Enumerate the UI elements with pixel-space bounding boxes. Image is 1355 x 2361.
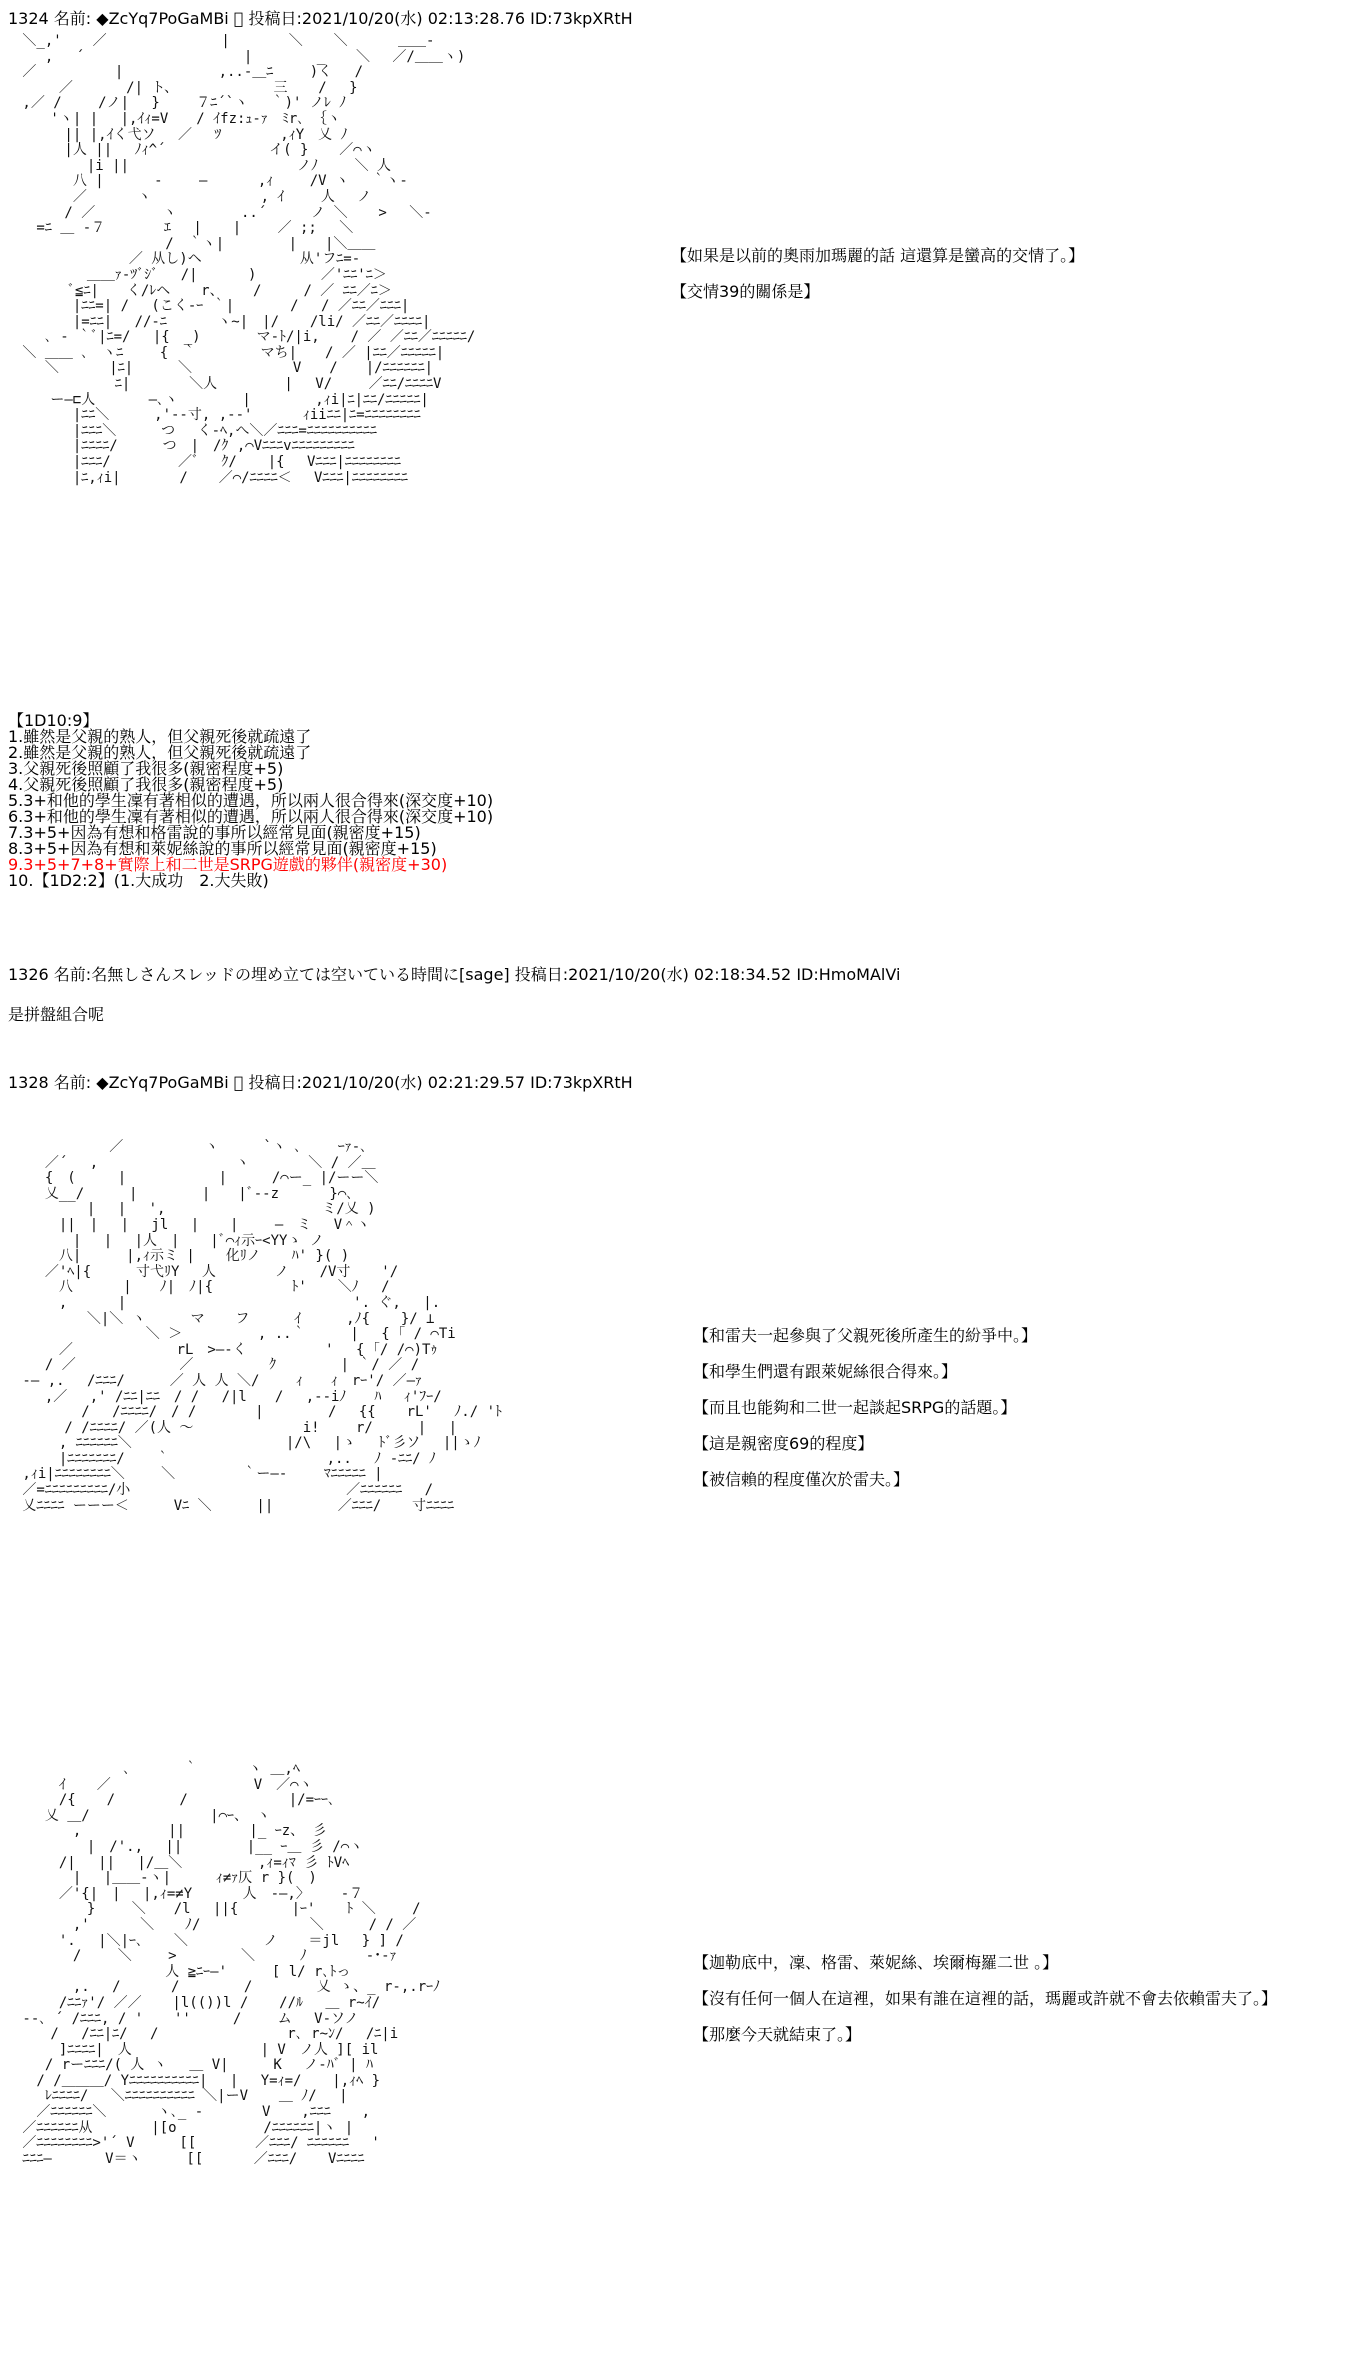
list-item: 8.3+5+因為有想和萊妮絲說的事所以經常見面(親密度+15) (8, 839, 437, 858)
narration-line: 【和雷夫一起參與了父親死後所產生的紛爭中。】 (693, 1326, 1038, 1345)
list-item: 6.3+和他的學生凜有著相似的遭遇，所以兩人很合得來(深交度+10) (8, 807, 494, 826)
narration-line: 【這是親密度69的程度】 (693, 1434, 874, 1453)
narration-line: 【和學生們還有跟萊妮絲很合得來。】 (693, 1362, 958, 1381)
narration-line: 【如果是以前的奧雨加瑪麗的話 這還算是蠻高的交情了。】 (671, 246, 1085, 265)
narration-block (671, 238, 1084, 310)
narration-line: 【而且也能夠和二世一起談起SRPG的話題。】 (693, 1398, 1017, 1417)
narration-line: 【交情39的關係是】 (671, 282, 820, 301)
list-item: 5.3+和他的學生凜有著相似的遭遇，所以兩人很合得來(深交度+10) (8, 791, 494, 810)
list-item: 1.雖然是父親的熟人，但父親死後就疏遠了 (8, 727, 312, 746)
list-item: 9.3+5+7+8+實際上和二世是SRPG遊戲的夥伴(親密度+30) (8, 855, 448, 874)
list-item: 2.雖然是父親的熟人，但父親死後就疏遠了 (8, 743, 312, 762)
post-body: 是拼盤組合呢 (8, 1005, 105, 1024)
ascii-art: ／ ヽ `ヽ ､ ｰｧ-､ ／´ , ヽ ＼ / ／＿ { ( | | /⌒ー_ |/ーー＼ 乂__/ | | |ﾞ‐-z }⌒､ | | ', ミ/乂 ) || | | jl | | ― ミ V＾ヽ | | |人 | |ﾞ⌒ｨ示ｰ<YYゝ ノ 八| |,ｨ示ミ | 化ﾘノ ﾊ' }( ) ／'ﾍ|{ 寸弋ﾘY 人 ノ /V寸 '/ 八 | ﾉ| ﾉ|{ ﾄ' ＼ﾉ / , | '. ぐ, |. ＼|＼ ヽ マ フ ｲ ,ﾉ{ }/ ⊥ ＼ ＞ , ..｀ | { ｢ / ⌒Ti ／ rL >―‐く ' { ｢/ /⌒)Tｩ / ／ ／ ｸ | ｀/ ／ / ‐― ,. /ﾆﾆﾆ/ ／ 人 人 ＼/ ｨ ｨ rｰ'/ ／―ｧ ,／ ,' /ﾆﾆ|ﾆﾆ / / /|l / ,--iﾉ ﾊ ｨ'ﾌｰ/ / /ﾆﾆﾆﾆ/ / / | / {{ rL' ﾉ./ 'ﾄ / /ﾆﾆﾆﾆ/ ／(人 ～ i! r/ | | , ﾆﾆﾆﾆﾆﾆ＼ |/\ |ゝ ﾄﾞ彡ソ ||ゝﾉ |ﾆﾆﾆﾆﾆﾆﾆ/ ｀ ,.. ﾉ ‐ﾆﾆ/ ﾉ ,ｨi|ﾆﾆﾆﾆﾆﾆﾆﾆ＼ ＼ ｀ー―‐ ﾏﾆﾆﾆﾆﾆ | ／=ﾆﾆﾆﾆﾆﾆﾆﾆﾆ/小 ／ﾆﾆﾆﾆﾆﾆ / 乂ﾆﾆﾆﾆ ーーー＜ Vﾆ ＼ || ／ﾆﾆﾆ/ 寸ﾆﾆﾆﾆ (22, 1139, 503, 1514)
dice-result-list (8, 713, 493, 889)
list-item: 3.父親死後照顧了我很多(親密程度+5) (8, 759, 284, 778)
list-item: 【1D10:9】 (8, 711, 99, 730)
ascii-art: ＼_,' ／ | ＼ ＼ ＿＿- , ´ | _ ＼ ／/＿＿ヽ) ／ | ,..-＿ﾆ )く / ／ /| ト、 三 / } ,／ / /ノ| } ７ﾆ´`ヽ ｀)' ノﾚ ﾉ 'ヽ| | |,ｲｨ=V / ｲfz:ｭ-ｧ ﾐr､ ｛ヽ || |,ｲく弋ソ ／ ﾂ ,ｨY 乂 ﾉ |人 || ﾉｨ^´ イ( } ／⌒ヽ |i || ノﾉ ＼ 人 八 | - ― ,ｨ /V ヽ ｀ヽ‐ ／ ヽ , ｲ 人 ノ / ／ ヽ ..´ ノ ＼ > ＼‐ =ﾆ ＿ ‐７ ｴ | | ／ ;; ＼ / ｀ヽ| | |＼＿＿ ／ 从し)ヘ 从'フﾆ=- ＿＿ｧ-ﾂﾞｼﾞ /| ) ／'ﾆﾆ'ﾆ＞ ﾞ≦ﾆ| く/ﾚヘ r、 / / ／ ﾆﾆ／ﾆ＞ |ﾆﾆ=| / (こく‐ｰ ｀| / / ／ﾆﾆ／ﾆﾆﾆ| |=ﾆﾆ| //-ﾆ ヽ~| |/ /li/ ／ﾆﾆ／ﾆﾆﾆﾆ| ､ ‐ ｀ﾞ|ﾆ=/ |{ _) マ-ﾄ/|i, / ／ ／ﾆﾆ／ﾆﾆﾆﾆﾆ/ ＼ ＿＿ ､ ヽﾆ { ｀ マち| / ／ |ﾆﾆ／ﾆﾆﾆﾆﾆ| ＼ |ﾆ| ＼ V / |/ﾆﾆﾆﾆﾆﾆ| ﾆ| ＼人 | V/ ／ﾆﾆ/ﾆﾆﾆﾆV ー―⊏人 ―､ヽ | ,ｨi|ﾆ|ﾆﾆ/ﾆﾆﾆﾆﾆ| |ﾆﾆ＼ ,'‐‐寸, ,-‐' ｨiiﾆﾆ|ﾆ=ﾆﾆﾆﾆﾆﾆﾆﾆ |ﾆﾆﾆ＼ つ く‐ﾍ,へ＼／ﾆﾆﾆ=ﾆﾆﾆﾆﾆﾆﾆﾆﾆﾆ |ﾆﾆﾆﾆ/ つ | /ｸ ,⌒Vﾆﾆﾆvﾆﾆﾆﾆﾆﾆﾆﾆﾆ |ﾆﾆﾆ/ ／ﾞ ｸ/ |{ Vﾆﾆﾆ|ﾆﾆﾆﾆﾆﾆﾆﾆ |ﾆ,ｨi| / ／⌒/ﾆﾆﾆﾆ＜ Vﾆﾆﾆ|ﾆﾆﾆﾆﾆﾆﾆﾆ (22, 33, 476, 486)
ascii-art: ､ ｀ ヽ ＿,ﾍ ｲ ／ V ／⌒ヽ /{ / / |/=ｰｰ､ 乂 ＿/ |⌒ｰ、 ヽ , || |_ ｰz、 彡 | /'., || |__ ｰ＿ 彡 /⌒ヽ /| || |/＿＼ ,ｨ=ｨﾏ 彡 ﾄVﾍ | |＿＿-ヽ| ｨ≠ｧ仄 r }( ) ／'{| | |,ｨ=≠Y 人 -―,〉 -７ } ＼ /l ||{ |ｰ' ﾄ ＼ / ,' ＼ ﾉ/ ＼ / / ／ '. |＼|ｰ､ ＼ ノ ＝jl } ] / / ＼ > ＼ ﾉ -･‐ｧ 人 ≧ﾆｰ―' [ l/ r､ﾄっ ,. / / / 乂 ゝ、_ r-,.rｰﾉ /ﾆﾆｧ'/ ／／ |l(())l / //ﾙ ＿ r~ｲ/ ‐‐､ ´ /ﾆﾆﾆ, / ' '' / ム V-ソノ / /ﾆﾆ|ﾆ/ / r､ r~ﾝ/ /ﾆ|i ]ﾆﾆﾆﾆ| 人 | V ノ人 ][ il / rーﾆﾆﾆ/( 人 ヽ ＿ V| K ノ-ﾊﾞ | ﾊ / /＿＿＿/ Yﾆﾆﾆﾆﾆﾆﾆﾆﾆﾆ| | Y=ｨ=/ |,ｨﾍ } ﾚﾆﾆﾆﾆ/ ＼ﾆﾆﾆﾆﾆﾆﾆﾆﾆﾆ ＼|ーV ＿ ﾉ/ | ／ﾆﾆﾆﾆﾆﾆ＼ ヽ､_ ‐ V ,ﾆﾆﾆ , ／ﾆﾆﾆﾆﾆﾆ从 |[o /ﾆﾆﾆﾆﾆﾆ|ヽ | ／ﾆﾆﾆﾆﾆﾆﾆﾆ>'´ V [[ ／ﾆﾆﾆ/ ﾆﾆﾆﾆﾆﾆ ' ﾆﾆﾆ― V＝ヽ [[ ／ﾆﾆﾆ/ Vﾆﾆﾆﾆ (22, 1761, 441, 2167)
narration-line: 【那麼今天就結束了。】 (693, 2025, 862, 2044)
list-item: 10.【1D2:2】(1.大成功 2.大失敗) (8, 871, 269, 890)
list-item: 4.父親死後照顧了我很多(親密程度+5) (8, 775, 284, 794)
narration-line: 【沒有任何一個人在這裡，如果有誰在這裡的話，瑪麗或許就不會去依賴雷夫了。】 (693, 1989, 1278, 2008)
post-header: 1326 名前:名無しさんスレッドの埋め立ては空いている時間に[sage] 投稿日:2021/10/20(水) 02:18:34.52 ID:HmoMAlVi (8, 965, 901, 984)
post-header: 1328 名前: ◆ZcYq7PoGaMBi   投稿日:2021/10/20(水) 02:21:29.57 ID:73kpXRtH (8, 1073, 633, 1092)
narration-block (693, 1945, 1277, 2053)
narration-block (693, 1318, 1037, 1498)
post-header: 1324 名前: ◆ZcYq7PoGaMBi   投稿日:2021/10/20(水) 02:13:28.76 ID:73kpXRtH (8, 9, 633, 28)
list-item: 7.3+5+因為有想和格雷說的事所以經常見面(親密度+15) (8, 823, 421, 842)
narration-line: 【被信賴的程度僅次於雷夫。】 (693, 1470, 910, 1489)
narration-line: 【迦勒底中，凜、格雷、萊妮絲、埃爾梅羅二世 。】 (693, 1953, 1059, 1972)
